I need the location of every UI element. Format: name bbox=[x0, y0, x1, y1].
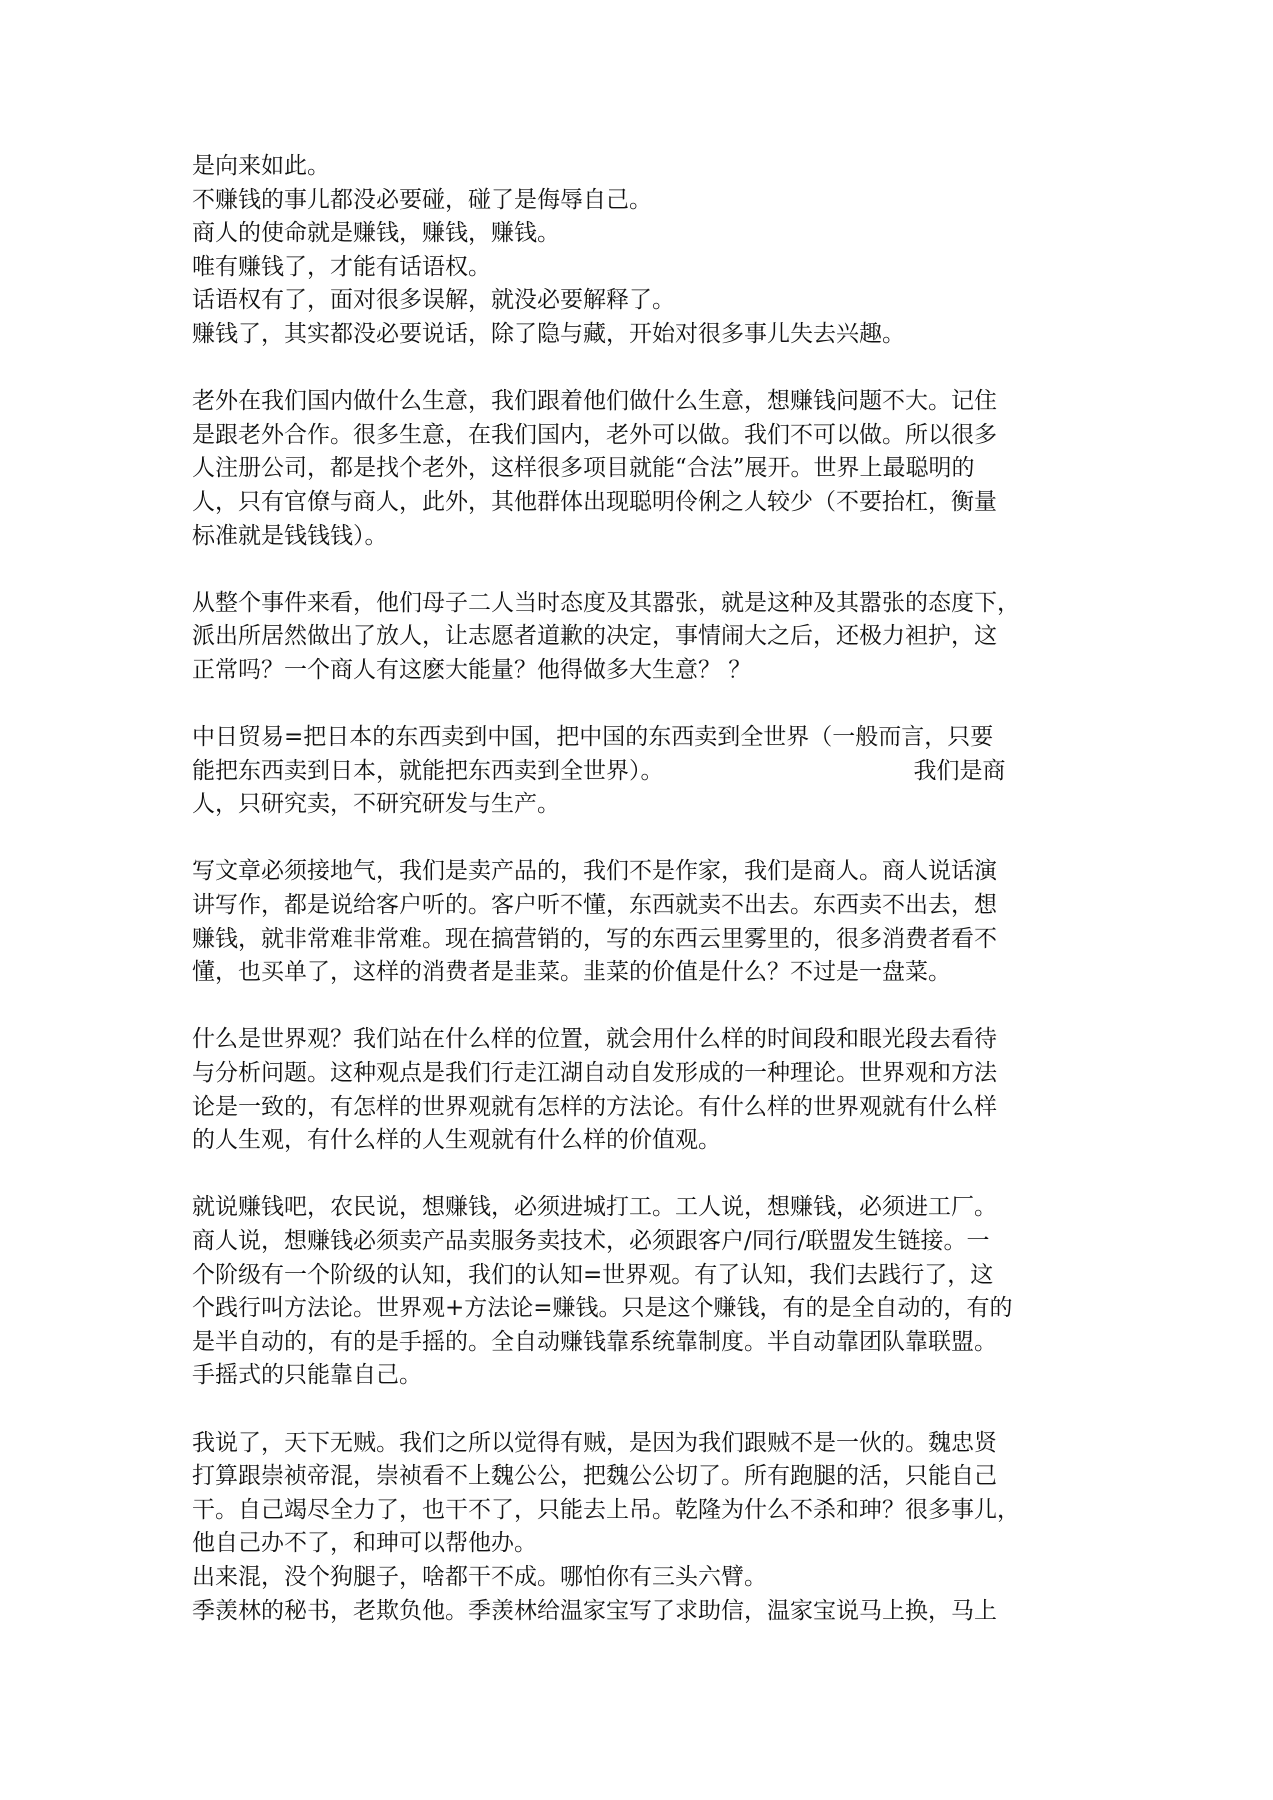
text-line: 派出所居然做出了放人，让志愿者道歉的决定，事情闹大之后，还极力袒护，这 bbox=[192, 623, 997, 650]
text-line: 唯有赚钱了，才能有话语权。 bbox=[192, 253, 491, 280]
paragraph-3 bbox=[192, 587, 1092, 688]
text-line: 出来混，没个狗腿子，啥都干不成。哪怕你有三头六臂。 bbox=[192, 1563, 767, 1590]
text-line: 赚钱了，其实都没必要说话，除了隐与藏，开始对很多事儿失去兴趣。 bbox=[192, 320, 905, 347]
text-line: 打算跟崇祯帝混，崇祯看不上魏公公，把魏公公切了。所有跑腿的活，只能自己 bbox=[192, 1463, 997, 1490]
text-line: 正常吗？一个商人有这麽大能量？他得做多大生意？ ？ bbox=[192, 656, 752, 683]
text-line: 就说赚钱吧，农民说，想赚钱，必须进城打工。工人说，想赚钱，必须进工厂。 bbox=[192, 1194, 997, 1221]
text-line: 他自己办不了，和珅可以帮他办。 bbox=[192, 1530, 537, 1557]
text-segment: 我们是商 bbox=[913, 757, 1006, 784]
text-line: 论是一致的，有怎样的世界观就有怎样的方法论。有什么样的世界观就有什么样 bbox=[192, 1093, 997, 1120]
text-line: 是跟老外合作。很多生意，在我们国内，老外可以做。我们不可以做。所以很多 bbox=[192, 421, 997, 448]
text-line: 话语权有了，面对很多误解，就没必要解释了。 bbox=[192, 287, 675, 314]
text-line: 讲写作，都是说给客户听的。客户听不懂，东西就卖不出去。东西卖不出去，想 bbox=[192, 892, 997, 919]
text-line: 什么是世界观？我们站在什么样的位置，就会用什么样的时间段和眼光段去看待 bbox=[192, 1026, 997, 1053]
paragraph-2 bbox=[192, 385, 1092, 553]
paragraph-6 bbox=[192, 1023, 1092, 1157]
text-line: 商人的使命就是赚钱，赚钱，赚钱。 bbox=[192, 220, 560, 247]
text-line: 人注册公司，都是找个老外，这样很多项目就能“合法”展开。世界上最聪明的 bbox=[192, 455, 975, 482]
text-line: 中日贸易=把日本的东西卖到中国，把中国的东西卖到全世界（一般而言，只要 bbox=[192, 724, 994, 751]
text-line: 商人说，想赚钱必须卖产品卖服务卖技术，必须跟客户/同行/联盟发生链接。一 bbox=[192, 1228, 990, 1254]
text-line bbox=[192, 755, 1092, 789]
text-line: 老外在我们国内做什么生意，我们跟着他们做什么生意，想赚钱问题不大。记住 bbox=[192, 388, 997, 415]
paragraph-8 bbox=[192, 1427, 1092, 1629]
text-line: 赚钱，就非常难非常难。现在搞营销的，写的东西云里雾里的，很多消费者看不 bbox=[192, 925, 997, 952]
text-line: 是半自动的，有的是手摇的。全自动赚钱靠系统靠制度。半自动靠团队靠联盟。 bbox=[192, 1328, 997, 1355]
text-line: 懂，也买单了，这样的消费者是韭菜。韭菜的价值是什么？不过是一盘菜。 bbox=[192, 959, 951, 986]
text-line: 从整个事件来看，他们母子二人当时态度及其嚣张，就是这种及其嚣张的态度下， bbox=[192, 589, 1020, 616]
text-line: 不赚钱的事儿都没必要碰，碰了是侮辱自己。 bbox=[192, 186, 652, 213]
text-line: 手摇式的只能靠自己。 bbox=[192, 1362, 422, 1389]
text-line: 写文章必须接地气，我们是卖产品的，我们不是作家，我们是商人。商人说话演 bbox=[192, 858, 997, 885]
text-line: 的人生观，有什么样的人生观就有什么样的价值观。 bbox=[192, 1127, 721, 1154]
text-segment: 能把东西卖到日本，就能把东西卖到全世界）。 bbox=[192, 757, 664, 784]
text-line: 与分析问题。这种观点是我们行走江湖自动自发形成的一种理论。世界观和方法 bbox=[192, 1060, 997, 1087]
text-line: 标准就是钱钱钱）。 bbox=[192, 522, 388, 549]
text-line: 季羡林的秘书，老欺负他。季羡林给温家宝写了求助信，温家宝说马上换，马上 bbox=[192, 1597, 997, 1624]
article-body bbox=[192, 150, 1092, 1662]
paragraph-7 bbox=[192, 1191, 1092, 1393]
paragraph-1 bbox=[192, 150, 1092, 352]
text-line: 个践行叫方法论。世界观+方法论=赚钱。只是这个赚钱，有的是全自动的，有的 bbox=[192, 1295, 1013, 1322]
text-line: 人，只研究卖，不研究研发与生产。 bbox=[192, 791, 560, 818]
text-line: 人，只有官僚与商人，此外，其他群体出现聪明伶俐之人较少（不要抬杠，衡量 bbox=[192, 488, 997, 515]
text-line: 我说了，天下无贼。我们之所以觉得有贼，是因为我们跟贼不是一伙的。魏忠贤 bbox=[192, 1429, 997, 1456]
text-line: 干。自己竭尽全力了，也干不了，只能去上吊。乾隆为什么不杀和珅？很多事儿， bbox=[192, 1496, 1020, 1523]
text-line: 个阶级有一个阶级的认知，我们的认知=世界观。有了认知，我们去践行了，这 bbox=[192, 1261, 994, 1288]
paragraph-5 bbox=[192, 855, 1092, 989]
paragraph-4 bbox=[192, 721, 1092, 822]
text-line: 是向来如此。 bbox=[192, 153, 330, 179]
